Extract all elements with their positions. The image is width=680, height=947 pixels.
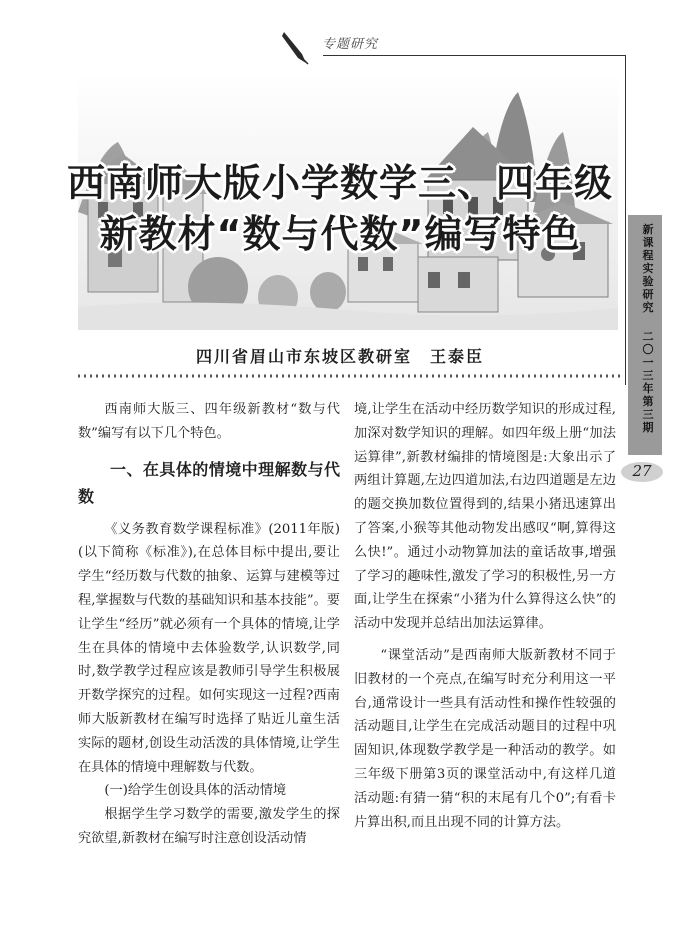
article-title-line-1: 西南师大版小学数学三、四年级 [66,161,613,205]
dotted-divider [78,372,623,380]
right-column [354,398,616,834]
page-number: 27 [632,462,652,480]
intro-paragraph: 西南师大版三、四年级新教材“数与代数”编写有以下几个特色。 [78,402,340,441]
header-rule [323,55,625,56]
section-heading: 一、在具体的情境中理解数与代数 [78,459,340,506]
article-title-line-2: 新教材“数与代数”编写特色 [99,212,581,256]
body-paragraph: “课堂活动”是西南师大版新教材不同于旧教材的一个亮点,在编写时充分利用这一平台,通常设计一些具有活动性和操作性较强的活动题目,让学生在完成活动题目的过程中巩固知识,体现数学教学是一种活动的教学。如三年级下册第3页的课堂活动中,有这样几道活动题:有猜一猜“积的末尾有几个0”;有看卡片算出积,而且出现不同的计算方法。 [354,647,616,830]
journal-name: 新课程实验研究 [642,223,654,314]
body-paragraph: 根据学生学习数学的需要,激发学生的探究欲望,新教材在编写时注意创设活动情 [78,807,340,846]
pen-nib-icon [280,30,310,66]
subsection-heading: (一)给学生创设具体的活动情境 [104,783,287,799]
author-line: 四川省眉山市东坡区教研室 王泰臣 [195,347,484,366]
column-label: 专题研究 [322,37,379,52]
left-column [78,398,340,851]
body-paragraph: 《义务教育数学课程标准》(2011年版)(以下简称《标准》),在总体目标中提出,要让学生“经历数与代数的抽象、运算与建模等过程,掌握数与代数的基础知识和基本技能”。要让学生“经历”就必须有一个具体的情境,让学生在具体的情境中去体验数学,认识数学,同时,数学教学过程应该是教师引导学生积极展开数学探究的过程。如何实现这一过程?西南师大版新教材在编写时选择了贴近儿童生活实际的题材,创设生动活泼的具体情境,让学生在具体的情境中理解数与代数。 [78,521,340,775]
body-paragraph-continued: 境,让学生在活动中经历数学知识的形成过程,加深对数学知识的理解。如四年级上册“加法运算律”,新教材编排的情境图是:大象出示了两组计算题,左边四道加法,右边四道题是左边的题交换加数位置得到的,结果小猪迅速算出了答案,小猴等其他动物发出感叹“啊,算得这么快!”。通过小动物算加法的童话故事,增强了学习的趣味性,激发了学习的积极性,另一方面,让学生在探索“小猪为什么算得这么快”的活动中发现并总结出加法运算律。 [354,402,616,632]
issue-label: 二〇一三年第三期 [642,330,654,434]
